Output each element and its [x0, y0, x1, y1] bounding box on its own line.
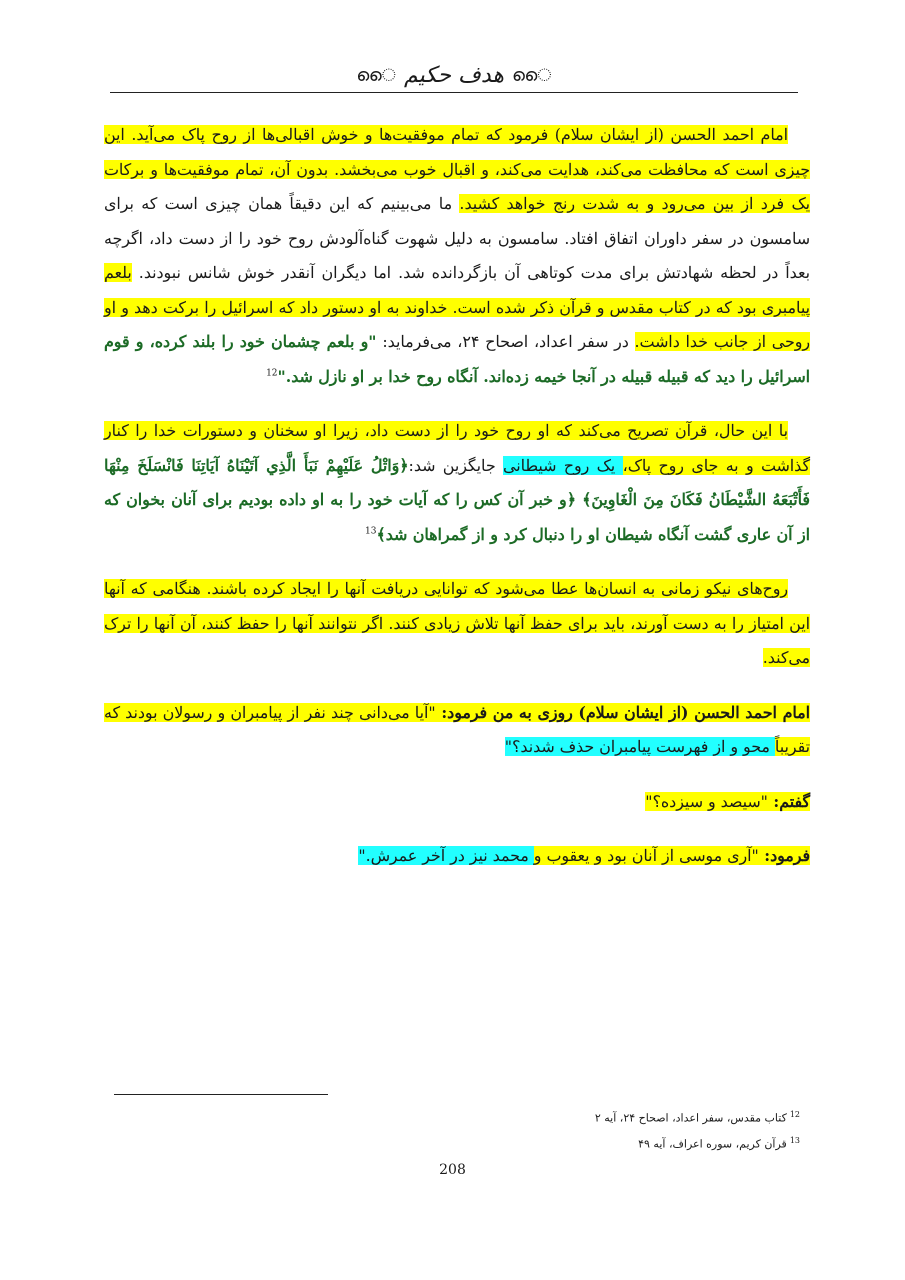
plain-text: ما می‌بینیم که این دقیقاً همان چیزی است که برای سامسون در سفر داوران اتفاق افتاد. سامسون به دلیل شهوت گناه‌آلودش روح خود را از دست داد، اگرچه بعداً در لحظه شهادتش برای مدت کوتاهی آن بازگردانده شد. اما دیگران آنقدر خوش شانس نبودند. [104, 194, 810, 282]
footnote-ref-13[interactable]: 13 [364, 526, 377, 537]
header-title: هدف حکیم [404, 62, 504, 88]
main-text [104, 118, 810, 894]
paragraph-3 [104, 572, 810, 676]
speaker-label: فرمود: [758, 846, 810, 865]
footnote-number: 12 [789, 1110, 800, 1119]
plain-text: جایگزین شد: [408, 455, 504, 475]
plain-text: در سفر اعداد، اصحاح ۲۴، می‌فرماید: [376, 332, 635, 351]
speaker-label: گفتم: [767, 791, 810, 811]
paragraph-1 [104, 118, 810, 394]
running-header [110, 58, 798, 92]
page-number: 208 [439, 1162, 466, 1178]
speaker-label: امام احمد الحسن (از ایشان سلام) روزی به من فرمود: [435, 702, 811, 722]
highlight-yellow: با این حال، قرآن تصریح می‌کند که او روح خود را از دست داد، زیرا او سخنان و دستورات خدا را کنار گذاشت و به جای روح پاک، [104, 421, 810, 475]
highlight-yellow: بلعم پیامبری بود که در کتاب مقدس و قرآن ذکر شده است. خداوند به او دستور داد که اسرائیل را برکت دهد و او روحی از جانب خدا داشت. [104, 263, 810, 351]
header-rule [110, 92, 798, 93]
footnote-13 [110, 1130, 800, 1156]
paragraph-4 [104, 696, 810, 765]
footnote-number: 13 [789, 1135, 800, 1145]
quran-quote: ﴿وَاتْلُ عَلَيْهِمْ نَبَأَ الَّذِي آتَيْنَاهُ آيَاتِنَا فَانْسَلَخَ مِنْهَا فَأَتْبَعَهُ الشَّيْطَانُ فَكَانَ مِنَ الْغَاوِينَ﴾ ﴿و خبر آن کس را که آیات خود را به او داده بودیم برای آنان بخوان که از آن عاری گشت آنگاه شیطان او را دنبال کرد و از گمراهان شد﴾ [104, 455, 810, 544]
highlight-yellow [645, 792, 810, 811]
quote-text: "آری موسی از آنان بود و یعقوب و [533, 846, 759, 865]
highlight-yellow [534, 846, 810, 865]
footnote-12 [110, 1104, 800, 1130]
highlight-cyan: یک روح شیطانی [503, 455, 623, 475]
footnotes [110, 1104, 800, 1155]
highlight-cyan: محمد نیز در آخر عمرش." [358, 846, 534, 865]
footnote-rule [114, 1094, 328, 1095]
paragraph-6 [104, 839, 810, 874]
paragraph-5 [104, 785, 810, 820]
quote-text: "سیصد و سیزده؟" [645, 791, 768, 811]
highlight-cyan: محو و از فهرست پیامبران حذف شدند؟" [504, 737, 775, 756]
left-ornament-icon: ൈ [356, 64, 396, 86]
highlight-yellow: امام احمد الحسن (از ایشان سلام) فرمود که تمام موفقیت‌ها و خوش اقبالی‌ها از روح پاک می‌آید. این چیزی است که محافظت می‌کند، هدایت می‌کند، و اقبال خوب می‌بخشد. بدون آن، تمام موفقیت‌ها و برکات یک فرد از بین می‌رود و به شدت رنج خواهد کشید. [104, 125, 810, 213]
footnote-text: کتاب مقدس، سفر اعداد، اصحاح ۲۴، آیه ۲ [594, 1111, 787, 1125]
right-ornament-icon: ൈ [511, 64, 552, 86]
paragraph-2 [104, 414, 810, 552]
footnote-ref-12[interactable]: 12 [266, 368, 278, 379]
bible-quote: "و بلعم چشمان خود را بلند کرده، و قوم اسرائیل را دید که قبیله قبیله در آنجا خیمه زده‌اند. آنگاه روح خدا بر او نازل شد." [104, 332, 810, 386]
footnote-text: قرآن کریم، سوره اعراف، آیه ۴۹ [638, 1137, 787, 1151]
quote-text: "آیا می‌دانی چند نفر از پیامبران و رسولان بودند که تقریباً [104, 702, 810, 756]
highlight-yellow: روح‌های نیکو زمانی به انسان‌ها عطا می‌شود که توانایی دریافت آنها را ایجاد کرده باشند. هنگامی که آنها این امتیاز را به دست آورند، باید برای حفظ آنها تلاش زیادی کنند. اگر نتوانند آنها را حفظ کنند، آن آنها را ترک می‌کند. [104, 579, 810, 667]
